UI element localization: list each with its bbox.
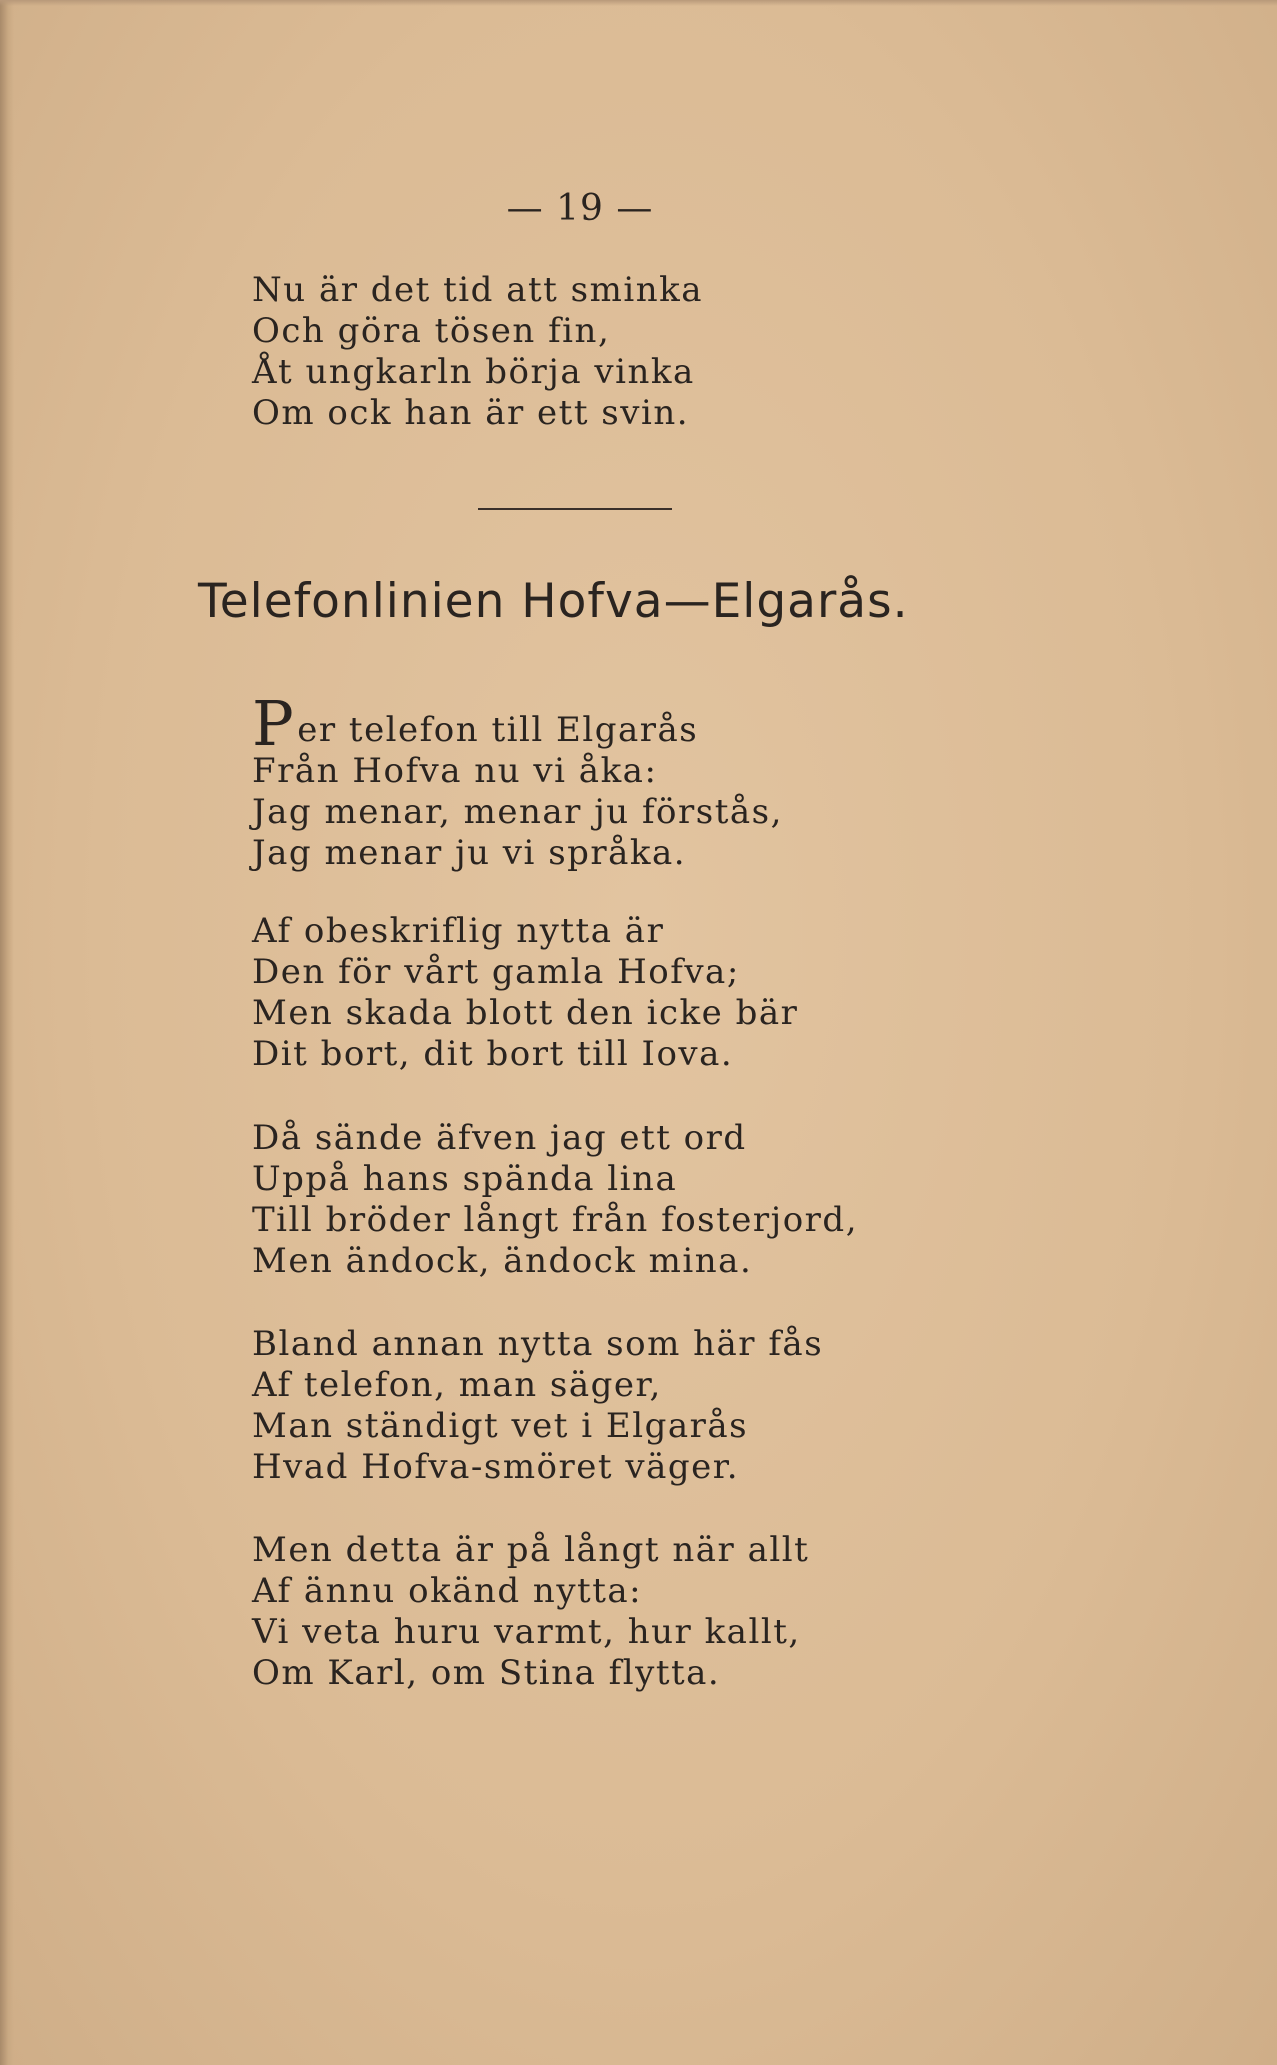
page-top-edge	[0, 0, 1277, 6]
poem-2-stanza-2	[252, 911, 798, 1075]
poem-line: Bland annan nytta som här fås	[252, 1324, 824, 1364]
poem-line: Om ock han är ett svin.	[252, 393, 690, 433]
poem-line: Den för vårt gamla Hofva;	[252, 952, 740, 992]
poem-line-first	[252, 687, 783, 760]
poem-line: Hvad Hofva-smöret väger.	[252, 1447, 740, 1487]
poem-line: Nu är det tid att sminka	[252, 270, 703, 310]
first-line-text: er telefon till Elgarås	[297, 710, 699, 750]
poem-line: Men skada blott den icke bär	[252, 993, 799, 1033]
poem-line: Af obeskriflig nytta är	[252, 911, 665, 951]
poem-2-stanza-1	[252, 687, 783, 874]
poem-line: Vi veta huru varmt, hur kallt,	[252, 1612, 801, 1652]
poem-line: Till bröder långt från fosterjord,	[252, 1200, 859, 1240]
poem-line: Af telefon, man säger,	[252, 1365, 662, 1405]
poem-2-stanza-5	[252, 1530, 809, 1694]
poem-line: Dit bort, dit bort till Iova.	[252, 1034, 734, 1074]
poem-1-stanza	[252, 270, 703, 434]
page-number: — 19 —	[506, 188, 654, 229]
poem-2-stanza-4	[252, 1324, 823, 1488]
poem-line: Åt ungkarln börja vinka	[252, 352, 695, 392]
poem-2-stanza-3	[252, 1118, 858, 1282]
section-divider	[478, 508, 672, 510]
poem-line: Från Hofva nu vi åka:	[252, 751, 658, 791]
poem-line: Jag menar ju vi språka.	[252, 833, 687, 873]
poem-line: Men ändock, ändock mina.	[252, 1241, 753, 1281]
poem-line: Man ständigt vet i Elgarås	[252, 1406, 749, 1446]
drop-cap-initial: P	[252, 687, 296, 760]
poem-line: Af ännu okänd nytta:	[252, 1571, 643, 1611]
poem-line: Då sände äfven jag ett ord	[252, 1118, 747, 1158]
poem-title: Telefonlinien Hofva—Elgarås.	[198, 574, 909, 629]
poem-line: Och göra tösen fin,	[252, 311, 611, 351]
page-binding-edge	[0, 0, 14, 2065]
poem-line: Uppå hans spända lina	[252, 1159, 678, 1199]
poem-line: Men detta är på långt när allt	[252, 1530, 810, 1570]
poem-line: Om Karl, om Stina flytta.	[252, 1653, 721, 1693]
poem-line: Jag menar, menar ju förstås,	[252, 792, 783, 832]
